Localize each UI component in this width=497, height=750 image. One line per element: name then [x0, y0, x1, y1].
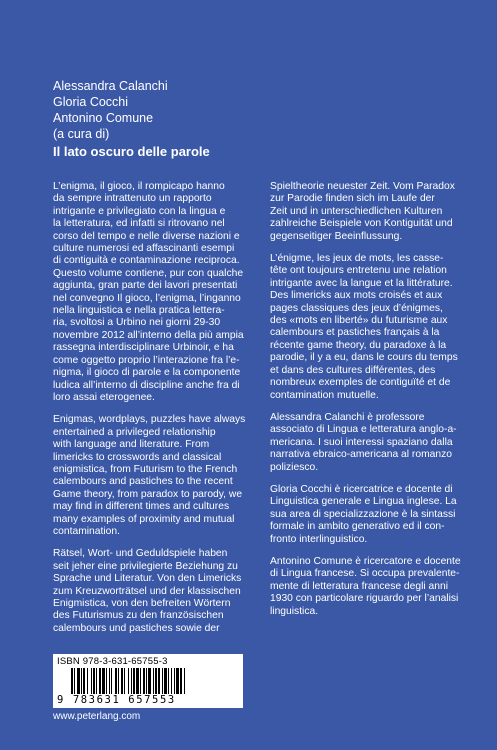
text-line: aggiunta, gran parte dei lavori presentati	[53, 280, 238, 292]
text-line: Linguistica generale e Lingua inglese. La	[270, 496, 457, 508]
text-line: linguistica.	[270, 605, 319, 617]
text-line: enigmistica, from Futurism to the French	[53, 463, 238, 475]
text-line: da sempre intrattenuto un rapporto	[53, 193, 212, 205]
text-line: sua area di specializzazione è la sintassi	[270, 508, 456, 520]
top-band	[0, 0, 497, 20]
text-line: nella linguistica e nella pratica lettera-	[53, 305, 225, 317]
text-line: calembours et pastiches français à la	[270, 327, 440, 339]
text-line: des Futurismus zu den französischen	[53, 610, 224, 622]
text-line: narrativa ebraico-americana al romanzo	[270, 449, 452, 461]
text-line: come oggetto proprio l’interazione fra l’e-	[53, 354, 240, 366]
text-line: Zeit und in unterschiedlichen Kulturen	[270, 205, 443, 217]
book-title: Il lato oscuro delle parole	[53, 144, 210, 159]
text-line: many examples of proximity and mutual	[53, 513, 235, 525]
text-line: zum Kreuzworträtsel und der klassischen	[53, 585, 241, 597]
left-column	[53, 181, 263, 645]
text-line: nigma, il gioco di parole e la componente	[53, 367, 241, 379]
text-line: la letteratura, ed infatti si ritrovano nel	[53, 218, 225, 230]
text-line: zahlreiche Beispiele von Kontiguität und	[270, 218, 453, 230]
ean-digits: 9 783631 657553	[57, 694, 176, 706]
text-line: Alessandra Calanchi è professore	[270, 411, 425, 423]
text-line: Spieltheorie neuester Zeit. Vom Paradox	[270, 181, 455, 192]
paragraph	[53, 414, 263, 538]
text-line: loro assai eterogenee.	[53, 391, 155, 403]
text-line: seit jeher eine privilegierte Beziehung zu	[53, 560, 238, 572]
text-line: poliziesco.	[270, 461, 319, 473]
text-line: récente game theory, du paradoxe à la	[270, 339, 447, 351]
text-line: rassegna interdisciplinare Urbinoir, e ha	[53, 342, 234, 354]
text-line: contamination.	[53, 525, 120, 537]
text-line: contamination mutuelle.	[270, 389, 379, 401]
text-line: culture numerosi ed affascinanti esempi	[53, 243, 235, 255]
text-line: associato di Lingua e letteratura anglo-a-	[270, 424, 457, 436]
text-line: Enigmas, wordplays, puzzles have always	[53, 414, 246, 426]
text-line: et dans des cultures différentes, des	[270, 364, 436, 376]
author-name: Gloria Cocchi	[53, 95, 129, 109]
text-line: formale in ambito generativo ed il con-	[270, 521, 445, 533]
text-line: mente di letteratura francese degli anni	[270, 580, 449, 592]
text-line: parodie, il y a eu, dans le cours du temps	[270, 352, 458, 364]
author-name: Antonino Comune	[53, 111, 154, 125]
text-line: with language and literature. From	[53, 439, 210, 451]
paragraph	[270, 412, 470, 474]
text-line: Gloria Cocchi è ricercatrice e docente di	[270, 483, 453, 495]
text-line: novembre 2012 all’interno della più ampia	[53, 329, 244, 341]
text-line: ludica all’interno di discipline anche fra di	[53, 379, 240, 391]
text-line: intrigante avec la langue et la littérature.	[270, 277, 453, 289]
text-line: tête ont toujours entretenu une relation	[270, 265, 447, 277]
text-line: Antonino Comune è ricercatore e docente	[270, 555, 461, 567]
barcode	[71, 668, 231, 694]
text-line: gegenseitiger Beeinflussung.	[270, 230, 403, 242]
text-line: calembours and pastiches to the recent	[53, 476, 233, 488]
text-line: di contiguità e contaminazione reciproca.	[53, 255, 240, 267]
text-line: fronto interlinguistico.	[270, 533, 368, 545]
text-line: mericana. I suoi interessi spaziano dalla	[270, 436, 453, 448]
text-line: Rätsel, Wort- und Geduldspiele haben	[53, 548, 228, 560]
text-line: zur Parodie finden sich im Laufe der	[270, 193, 435, 205]
isbn-number: ISBN 978-3-631-65755-3	[57, 656, 168, 667]
paragraph	[270, 181, 470, 243]
text-line: Des limericks aux mots croisés et aux	[270, 290, 443, 302]
text-line: entertained a privileged relationship	[53, 426, 216, 438]
text-line: limericks to crosswords and classical	[53, 451, 222, 463]
text-line: Enigmistica, von den befreiten Wörtern	[53, 598, 231, 609]
text-line: L’énigme, les jeux de mots, les casse-	[270, 253, 444, 265]
paragraph	[53, 548, 263, 635]
author-name: Alessandra Calanchi	[53, 79, 168, 93]
text-line: ria, svoltosi a Urbino nei giorni 29-30	[53, 317, 221, 329]
isbn-barcode-box	[53, 654, 243, 708]
right-column	[270, 181, 470, 628]
text-line: intrigante e privilegiato con la lingua e	[53, 205, 226, 217]
paragraph	[270, 556, 470, 618]
text-line: corso del tempo e nelle diverse nazioni e	[53, 230, 240, 242]
text-line: nombreux exemples de contiguïté et de	[270, 377, 451, 389]
paragraph	[270, 253, 470, 402]
paragraph	[270, 484, 470, 546]
text-line: may find in different times and cultures	[53, 501, 230, 513]
text-line: L’enigma, il gioco, il rompicapo hanno	[53, 181, 225, 192]
text-line: calembours und pastiches sowie der	[53, 622, 220, 634]
author-list	[53, 78, 168, 142]
text-line: nel convegno Il gioco, l’enigma, l’inganno	[53, 292, 241, 304]
paragraph	[53, 181, 263, 404]
text-line: des «mots en liberté» du futurisme aux	[270, 315, 448, 327]
text-line: Sprache und Literatur. Von den Limericks	[53, 573, 242, 585]
text-line: Questo volume contiene, pur con qualche	[53, 267, 244, 279]
text-line: 1930 con particolare riguardo per l’analisi	[270, 593, 459, 605]
editor-note: (a cura di)	[53, 127, 110, 141]
text-line: Game theory, from paradox to parody, we	[53, 488, 243, 500]
publisher-website: www.peterlang.com	[53, 711, 141, 722]
text-line: pages classiques des jeux d’énigmes,	[270, 302, 443, 314]
text-line: di Lingua francese. Si occupa prevalente-	[270, 568, 460, 580]
